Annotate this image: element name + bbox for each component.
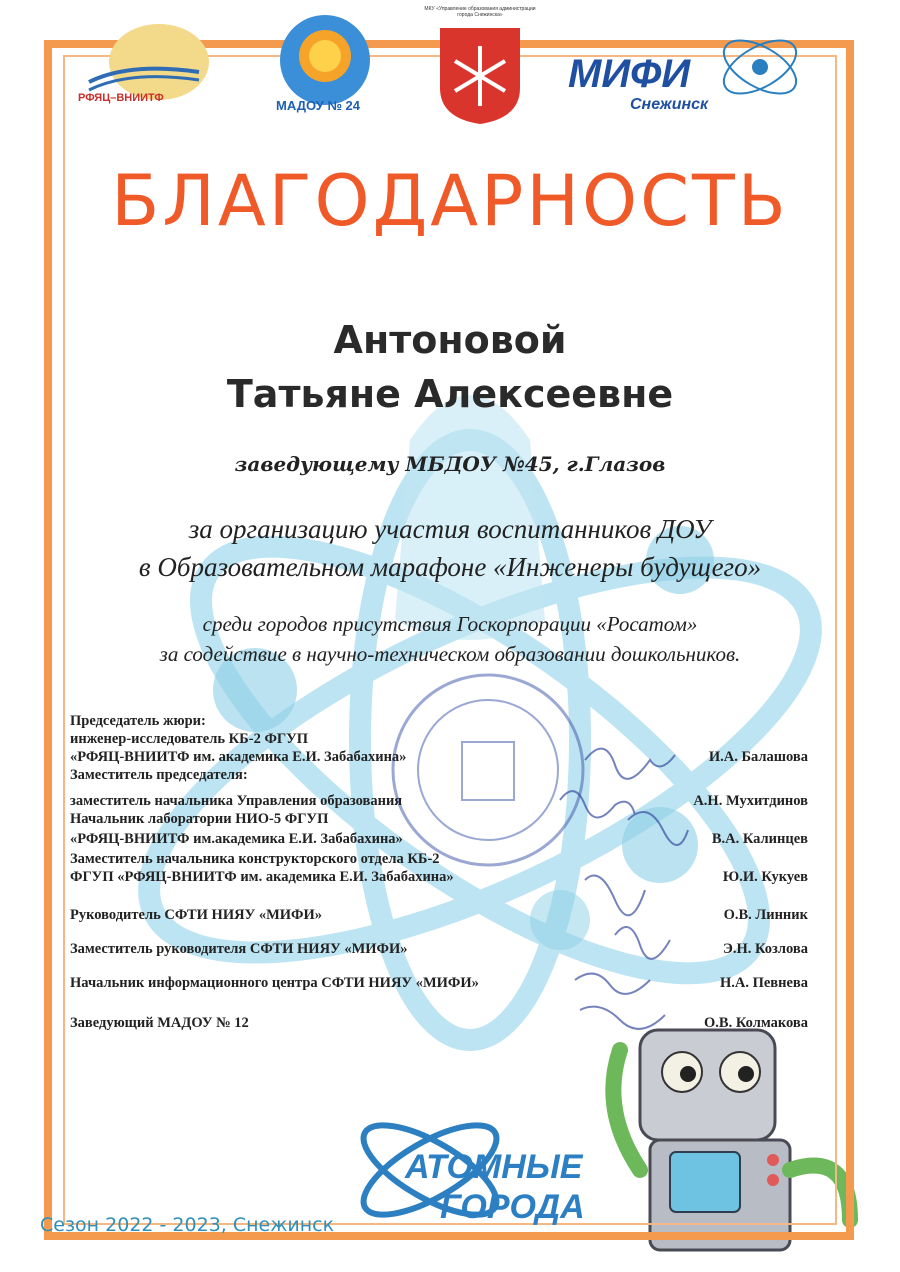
jury-name: О.В. Колмакова xyxy=(704,1015,808,1031)
jury-role: Председатель жюри: xyxy=(70,713,206,729)
jury-role: Заместитель начальника конструкторского отдела КБ-2 xyxy=(70,851,440,867)
snezhinsk-coat-of-arms xyxy=(420,6,540,126)
jury-name: О.В. Линник xyxy=(723,907,808,923)
recipient-surname: Антоновой xyxy=(333,318,567,362)
reason-line-1: за организацию участия воспитанников ДОУ xyxy=(188,514,712,544)
rfyac-logo xyxy=(74,12,214,112)
jury-role: заместитель начальника Управления образования xyxy=(70,793,403,809)
reason-line-4: за содействие в научно-техническом образовании дошкольников. xyxy=(159,642,741,666)
madou-logo xyxy=(268,10,383,120)
rfyac-logo-text: РФЯЦ–ВНИИТФ xyxy=(78,92,164,104)
jury-role: Руководитель СФТИ НИЯУ «МИФИ» xyxy=(70,907,323,923)
jury-name: А.Н. Мухитдинов xyxy=(693,793,808,809)
reason-line-2: в Образовательном марафоне «Инженеры будущего» xyxy=(138,552,762,582)
atomic-cities-line2: ГОРОДА xyxy=(440,1188,585,1226)
jury-role: «РФЯЦ-ВНИИТФ им. академика Е.И. Забабахина» xyxy=(70,749,407,765)
atomic-cities-line1: АТОМНЫЕ xyxy=(405,1148,583,1186)
jury-role: Начальник лаборатории НИО-5 ФГУП xyxy=(70,811,329,827)
jury-role: ФГУП «РФЯЦ-ВНИИТФ им. академика Е.И. Забабахина» xyxy=(70,869,454,885)
recipient-position: заведующему МБДОУ №45, г.Глазов xyxy=(234,452,666,476)
recipient-given-names: Татьяне Алексеевне xyxy=(226,372,674,416)
coat-caption: МКУ «Управление образования администрации города Снежинска» xyxy=(424,6,536,18)
mifi-logo-text: МИФИ xyxy=(568,52,691,96)
jury-name: Ю.И. Кукуев xyxy=(722,869,808,885)
madou-logo-text: МАДОУ № 24 xyxy=(276,98,361,113)
jury-role: Заместитель председателя: xyxy=(70,767,248,783)
jury-name: В.А. Калинцев xyxy=(711,831,808,847)
jury-name: И.А. Балашова xyxy=(708,749,808,765)
jury-role: «РФЯЦ-ВНИИТФ им.академика Е.И. Забабахина» xyxy=(70,831,403,847)
jury-role: Начальник информационного центра СФТИ НИЯУ «МИФИ» xyxy=(70,975,479,991)
mifi-logo xyxy=(560,12,800,122)
season-caption: Сезон 2022 - 2023, Снежинск xyxy=(40,1214,335,1236)
jury-role: Заведующий МАДОУ № 12 xyxy=(70,1015,249,1031)
jury-role: Заместитель руководителя СФТИ НИЯУ «МИФИ» xyxy=(70,941,408,957)
jury-role: инженер-исследователь КБ-2 ФГУП xyxy=(70,731,309,747)
atomic-cities-logo xyxy=(350,1110,590,1240)
jury-name: Э.Н. Козлова xyxy=(723,941,808,957)
mifi-logo-subtext: Снежинск xyxy=(630,96,709,113)
certificate-title: БЛАГОДАРНОСТЬ xyxy=(111,160,789,242)
jury-name: Н.А. Певнева xyxy=(719,975,808,991)
reason-line-3: среди городов присутствия Госкорпорации «Росатом» xyxy=(202,612,698,636)
